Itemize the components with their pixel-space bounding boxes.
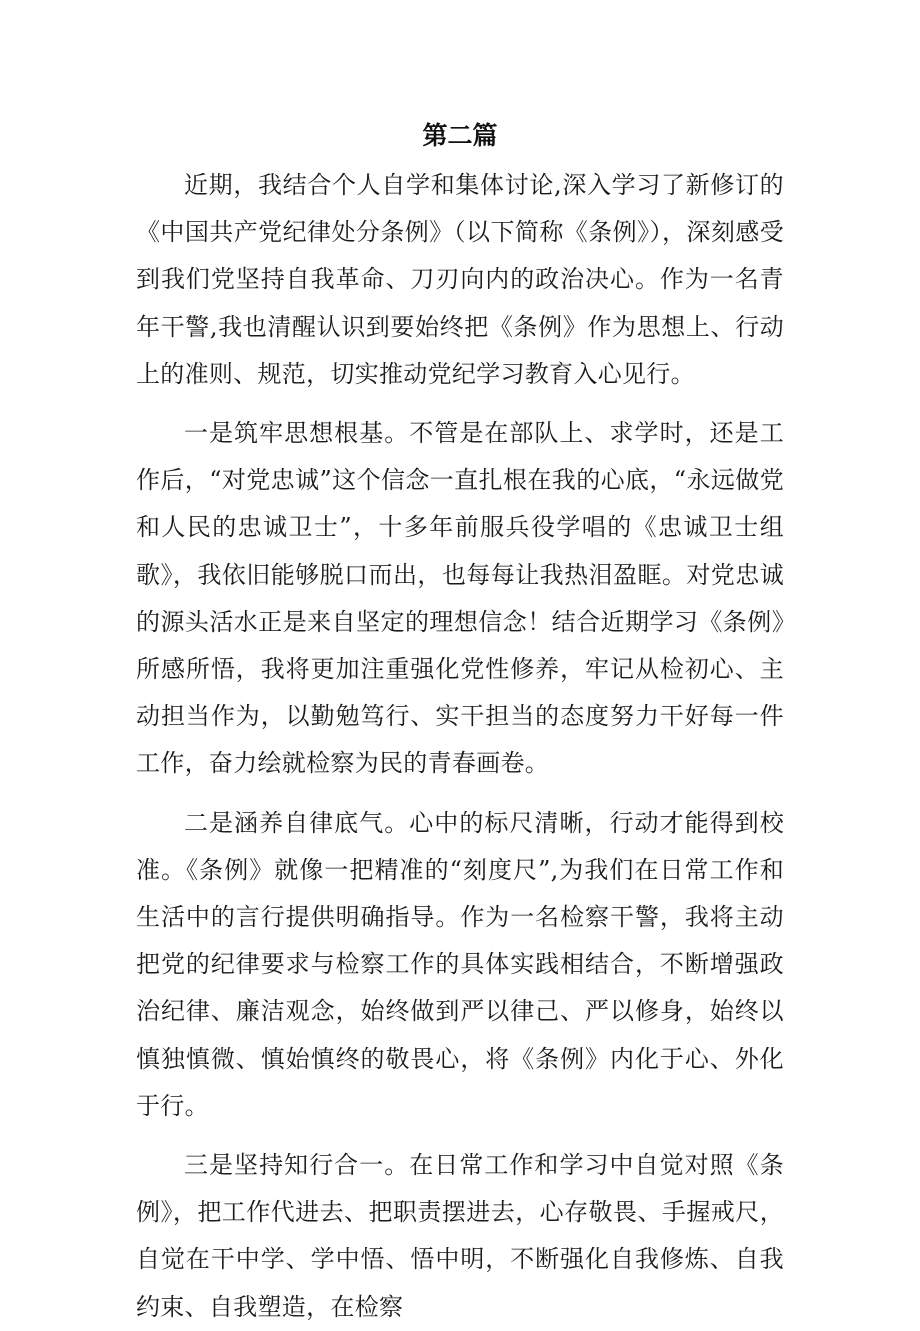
document-title: 第二篇: [422, 121, 498, 150]
paragraph-point-one: 一是筑牢思想根基。不管是在部队上、求学时，还是工作后，“对党忠诚”这个信念一直扎根在我的心底，“永远做党和人民的忠诚卫士”，十多年前服兵役学唱的《忠诚卫士组歌》，我依旧能够脱口而出，也每每让我热泪盈眶。对党忠诚的源头活水正是来自坚定的理想信念！结合近期学习《条例》所感所悟，我将更加注重强化党性修养，牢记从检初心、主动担当作为，以勤勉笃行、实干担当的态度努力干好每一件工作，奋力绘就检察为民的青春画卷。: [136, 419, 784, 778]
paragraph-intro: 近期，我结合个人自学和集体讨论,深入学习了新修订的《中国共产党纪律处分条例》（以下简称《条例》），深刻感受到我们党坚持自我革命、刀刃向内的政治决心。作为一名青年干警,我也清醒认识到要始终把《条例》作为思想上、行动上的准则、规范，切实推动党纪学习教育入心见行。: [136, 171, 784, 388]
paragraph-point-three: 三是坚持知行合一。在日常工作和学习中自觉对照《条例》，把工作代进去、把职责摆进去，心存敬畏、手握戒尺，自觉在干中学、学中悟、悟中明，不断强化自我修炼、自我约束、自我塑造，在检察: [136, 1151, 784, 1321]
paragraph-point-two: 二是涵养自律底气。心中的标尺清晰，行动才能得到校准。《条例》就像一把精准的“刻度尺”,为我们在日常工作和生活中的言行提供明确指导。作为一名检察干警，我将主动把党的纪律要求与检察工作的具体实践相结合，不断增强政治纪律、廉洁观念，始终做到严以律己、严以修身，始终以慎独慎微、慎始慎终的敬畏心，将《条例》内化于心、外化于行。: [136, 808, 784, 1120]
